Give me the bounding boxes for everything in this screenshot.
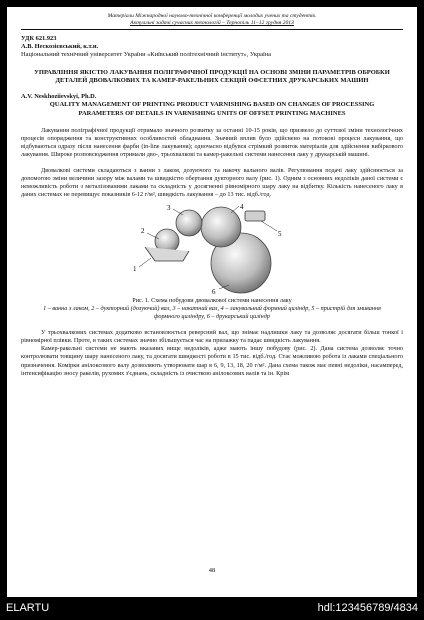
paragraph-3: У трьохвалкових системах додатково встановлюється реверсний вал, що знімає надлишки лаку та дозволяє досягати більш тонкої і рівномірної плівки. Проте, в таких системах значно збільшується час на прилажку та падає швидкість лакування.: [21, 329, 403, 345]
udk-code: УДК 621.923: [21, 35, 57, 42]
leader-4: [231, 206, 239, 213]
header-line-1: Матеріали Міжнародної науково-технічної конференції молодих учених та студентів.: [107, 13, 317, 19]
varnish-unit-diagram: [111, 203, 311, 295]
plate-cylinder: [201, 207, 241, 247]
varnish-tray: [145, 247, 189, 261]
leader-1: [139, 258, 151, 267]
caption-legend: 1 – ванна з лаком, 2 – дукторний (дозуючий) вал, 3 – накатний вал, 4 – лакувальний формний циліндр, 5 – пристрій для змивання формного циліндру, 6 – друкарський циліндр: [43, 305, 381, 321]
figure-caption: [31, 297, 393, 321]
washing-device: [245, 211, 265, 221]
figure-label-3: 3: [167, 204, 171, 213]
affiliation-ua: Національний технічний університет України «Київський політехнічний інститут», Україна: [21, 51, 272, 59]
author-ua: А.В. Нескозієвський, к.т.н.: [21, 43, 99, 51]
figure-label-1: 1: [133, 265, 137, 274]
header-line-2: Актуальні задачі сучасних технологій – Тернопіль 11–12 грудня 2013: [130, 20, 294, 26]
handle-id: hdl:123456789/4834: [317, 602, 418, 614]
figure-label-6: 6: [212, 288, 216, 296]
page-number: 48: [208, 567, 216, 574]
applicator-roller: [176, 210, 202, 236]
paragraph-2: Двовалкові системи складаються з ванни з лаком, дозуючого та накочу вального валів. Регулювання подачі лаку здійснюється за допомогою зміни величини зазору між валами та швидкістю обертання дукторного валу (рис. 1). Одним з основних недоліків даної системи є неможливість роботи з металізованими лаками та складність у досягненні рівномірного шару лаку на відбитку. Кількість нанесеного лаку в даних системах не перевищує показників 6-12 г/м², швидкість лакування – до 13 тис. відб./год.: [21, 166, 403, 199]
figure-label-5: 5: [278, 230, 282, 239]
author-en: A.V. Neskhoziievskyi, Ph.D.: [21, 93, 97, 101]
figure-label-2: 2: [141, 227, 145, 236]
title-ua: УПРАВЛІННЯ ЯКІСТЮ ЛАКУВАННЯ ПОЛІГРАФІЧНОЇ ПРОДУКЦІЇ НА ОСНОВІ ЗМІНИ ПАРАМЕТРІВ ОБРОБКИ ДЕТАЛЕЙ ДВОВАЛКОВИХ ТА КАМЕР-РАКЕЛЬНИХ СЕКЦІЙ ОФСЕТНИХ ДРУКАРСЬКИХ МАШИН: [34, 68, 390, 84]
header-divider: [21, 29, 403, 30]
repository-name: ELARTU: [6, 602, 50, 614]
leader-5: [261, 221, 277, 231]
paragraph-4: Камер-ракельні системи не мають вказаних вище недоліків, адже мають іншу побудову (рис. 2). Дана система дозволяє точно контролювати товщину шару нанесеного лаку, та досягати швидкості роботи в 15 тис. відб./год. Стає можливою робота із лаками спеціального призначення. Комірки анілоксового валу дозволяють утворювати шар в 6, 9, 13, 18, 20 г/м². Дана схема також має певні недоліки, насамперед, інтенсифікацію зносу ракелів, рухомих з'єднань, складність із очисткою анілоксових валів та ін. Крім: [21, 345, 403, 377]
title-en: QUALITY MANAGEMENT OF PRINTING PRODUCT VARNISHING BASED ON CHANGES OF PROCESSING PARAMETERS OF DETAILS IN VARNISHING UNITS OF OFFSET PRINTING MACHINES: [49, 101, 375, 117]
paragraph-1: Лакування поліграфічної продукції отримало значного розвитку за останні 10-15 років, що призвело до суттєвої зміни технологічних процесів опорядження та конструктивних особливостей обладнання. Значний вплив було здійснено на потокові процеси лакування, що відбуваються одразу після нанесення фарби (in-line лакування); одночасно відбувся стрімкий розвиток матеріалів для здійснення вибіркового лакування. Широке розповсюдження отримали дво-, трьохвалкові та камер-ракельні системи нанесення лаку у друкарській машині.: [21, 126, 403, 158]
article-meta: [21, 35, 403, 60]
repository-footer: [0, 597, 424, 620]
figure-1: [21, 203, 403, 295]
caption-title: Рис. 1. Схема побудови двовалкової системи нанесення лаку: [132, 297, 292, 305]
conference-header: [21, 13, 403, 27]
document-page: [7, 7, 417, 597]
figure-label-4: 4: [240, 203, 244, 212]
